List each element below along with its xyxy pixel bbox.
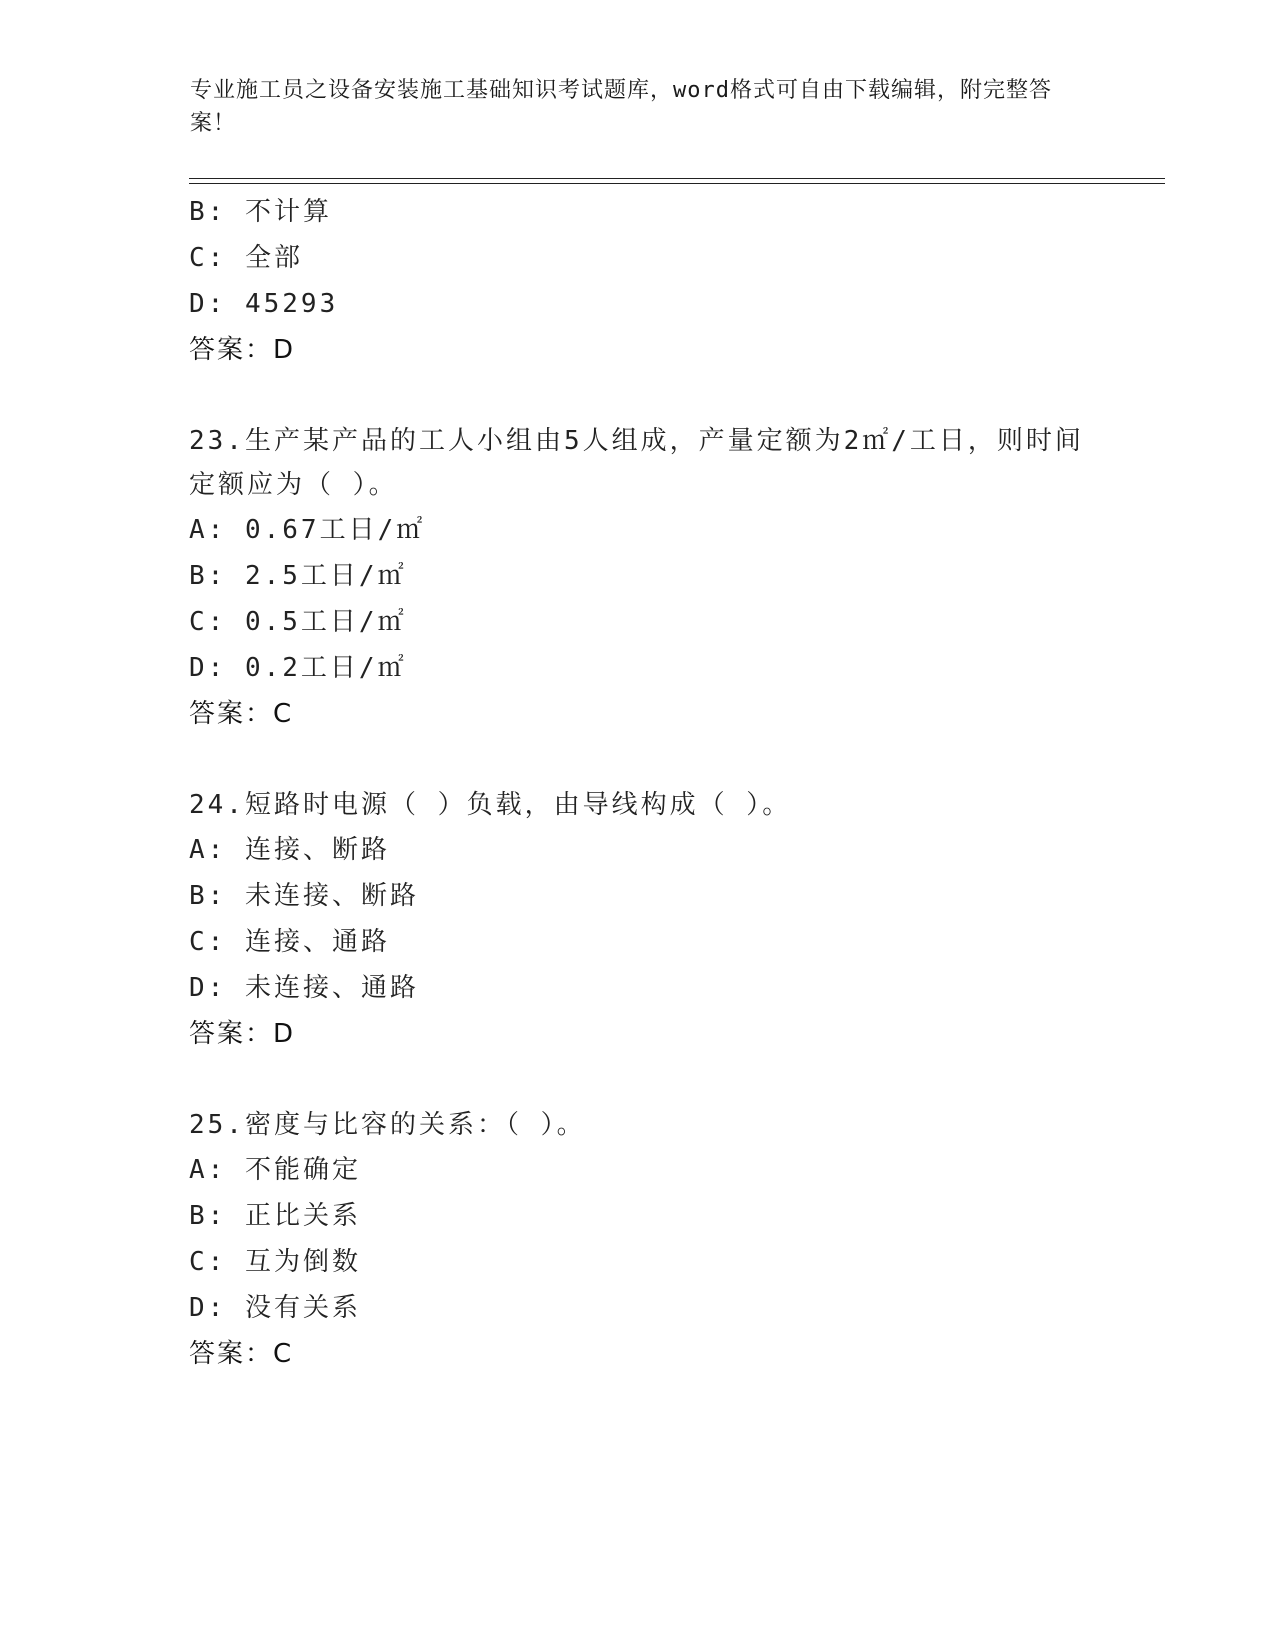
- option-text: 0.67工日/㎡: [244, 515, 426, 545]
- option-c: [189, 235, 1149, 281]
- option-text: 0.2工日/㎡: [244, 653, 407, 683]
- option-text: 正比关系: [244, 1201, 361, 1231]
- option-text: 未连接、断路: [244, 881, 419, 911]
- question-list: [189, 189, 1149, 1377]
- question-25: [189, 1103, 1149, 1377]
- option-b: [189, 189, 1149, 235]
- option-c: [189, 599, 1149, 645]
- header-rule-top: [189, 178, 1165, 179]
- option-label: B:: [189, 1201, 227, 1231]
- option-text: 不能确定: [244, 1155, 361, 1185]
- option-b: [189, 873, 1149, 919]
- option-text: 2.5工日/㎡: [244, 561, 407, 591]
- option-a: [189, 507, 1149, 553]
- option-label: D:: [189, 1293, 227, 1323]
- option-text: 连接、断路: [244, 835, 390, 865]
- spacer: [189, 373, 1149, 419]
- option-text: 全部: [244, 243, 303, 273]
- option-text: 连接、通路: [244, 927, 390, 957]
- option-text: 未连接、通路: [244, 973, 419, 1003]
- answer-line: 答案：C: [189, 1339, 294, 1369]
- question-stem: 24.短路时电源（ ）负载，由导线构成（ ）。: [189, 790, 792, 820]
- option-text: 互为倒数: [244, 1247, 361, 1277]
- question-24: [189, 783, 1149, 1057]
- option-label: D:: [189, 973, 227, 1003]
- option-b: [189, 553, 1149, 599]
- option-label: D:: [189, 289, 227, 319]
- option-label: D:: [189, 653, 227, 683]
- carryover-block: [189, 189, 1149, 373]
- option-c: [189, 919, 1149, 965]
- answer-line: 答案：D: [189, 335, 296, 365]
- option-label: A:: [189, 835, 227, 865]
- option-label: B:: [189, 197, 227, 227]
- header-rule-bottom: [189, 183, 1165, 184]
- option-text: 没有关系: [244, 1293, 361, 1323]
- option-label: C:: [189, 1247, 227, 1277]
- answer-line: 答案：C: [189, 699, 294, 729]
- spacer: [189, 1057, 1149, 1103]
- option-label: C:: [189, 607, 227, 637]
- option-d: [189, 1285, 1149, 1331]
- spacer: [189, 737, 1149, 783]
- question-stem: 25.密度与比容的关系：（ ）。: [189, 1110, 586, 1140]
- option-label: B:: [189, 881, 227, 911]
- option-c: [189, 1239, 1149, 1285]
- question-stem: 23.生产某产品的工人小组由5人组成，产量定额为2㎡/工日，则时间定额应为（ ）。: [189, 426, 1084, 500]
- option-text: 不计算: [244, 197, 332, 227]
- option-label: C:: [189, 243, 227, 273]
- question-23: [189, 419, 1149, 737]
- option-d: [189, 281, 1149, 327]
- option-label: C:: [189, 927, 227, 957]
- option-text: 45293: [244, 289, 339, 319]
- option-a: [189, 1147, 1149, 1193]
- answer-line: 答案：D: [189, 1019, 296, 1049]
- option-text: 0.5工日/㎡: [244, 607, 407, 637]
- option-d: [189, 965, 1149, 1011]
- option-label: A:: [189, 1155, 227, 1185]
- option-d: [189, 645, 1149, 691]
- option-b: [189, 1193, 1149, 1239]
- page-header: 专业施工员之设备安装施工基础知识考试题库，word格式可自由下载编辑，附完整答案！: [190, 78, 1052, 136]
- option-label: A:: [189, 515, 227, 545]
- option-a: [189, 827, 1149, 873]
- option-label: B:: [189, 561, 227, 591]
